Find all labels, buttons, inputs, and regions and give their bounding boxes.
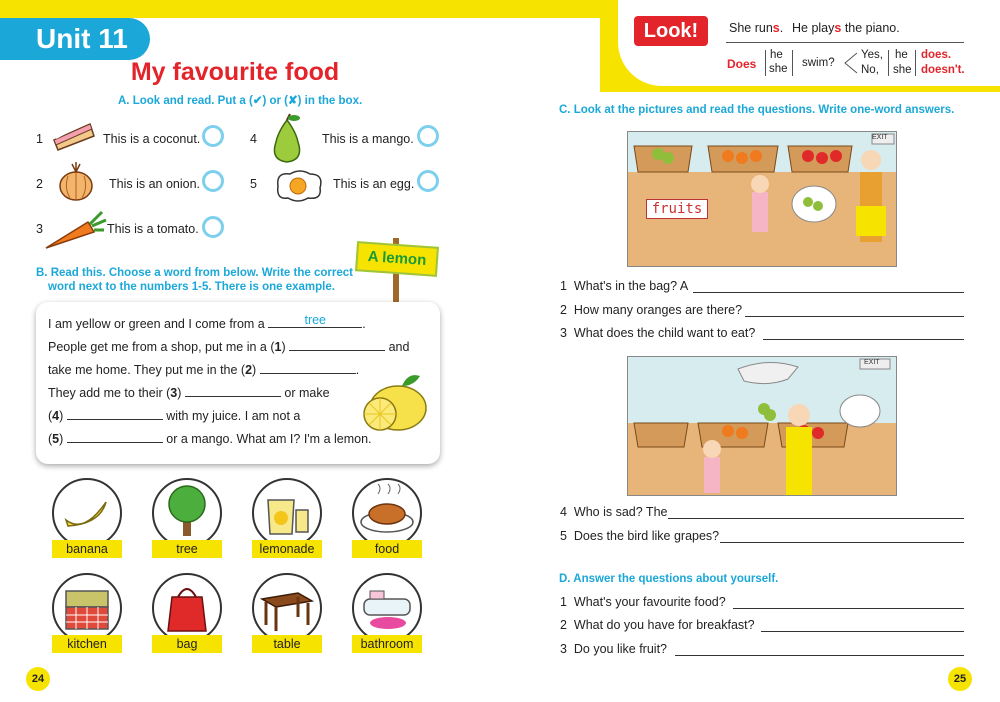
- market-scene-1: [627, 131, 897, 267]
- answer-line[interactable]: [693, 292, 964, 293]
- passage-line-5: (4) with my juice. I am not a: [48, 409, 301, 423]
- look-yes: Yes,: [861, 49, 883, 61]
- passage-line-3: take me home. They put me in the (2) .: [48, 363, 360, 377]
- look-divider: [726, 42, 964, 43]
- answer-blank-5[interactable]: [67, 431, 163, 443]
- section-b-instruction: B. Read this. Choose a word from below. Write the correct: [36, 267, 353, 279]
- item-text: This is a tomato.: [107, 222, 199, 236]
- passage-line-1: I am yellow or green and I come from a tree .: [48, 313, 366, 331]
- market-illustration-2: [628, 357, 896, 495]
- answer-line[interactable]: [668, 518, 964, 519]
- answer-line[interactable]: [733, 608, 964, 609]
- word-label: table: [252, 635, 322, 653]
- look-separator: [915, 50, 916, 76]
- fruits-sign: fruits: [646, 199, 708, 219]
- word-label: lemonade: [252, 540, 322, 558]
- lemon-sign: A lemon: [355, 241, 439, 277]
- question: 1 What's your favourite food?: [560, 595, 726, 609]
- word-label: kitchen: [52, 635, 122, 653]
- section-a-instruction: A. Look and read. Put a (✔) or (✘) in the box.: [118, 95, 363, 107]
- word-label: bag: [152, 635, 222, 653]
- word-label: tree: [152, 540, 222, 558]
- item-number: 5: [250, 177, 257, 191]
- question: 3 Do you like fruit?: [560, 642, 668, 656]
- question: 5 Does the bird like grapes?: [560, 529, 720, 543]
- onion-icon: [54, 158, 98, 202]
- answer-line[interactable]: [763, 339, 964, 340]
- carrot-icon: [42, 208, 108, 252]
- bathroom-icon: [352, 573, 422, 643]
- answer-box-3[interactable]: [202, 216, 224, 238]
- answer-box-5[interactable]: [417, 170, 439, 192]
- pear-icon: [262, 112, 312, 166]
- word-card-table: [252, 573, 322, 653]
- word-card-banana: [52, 478, 122, 558]
- item-number: 1: [36, 132, 43, 146]
- look-separator: [888, 50, 889, 76]
- item-text: This is a coconut.: [103, 132, 201, 146]
- top-stripe-left: [0, 0, 620, 18]
- example-blank: tree: [268, 316, 362, 328]
- section-b-instruction-2: word next to the numbers 1-5. There is one example.: [48, 281, 335, 293]
- item-number: 4: [250, 132, 257, 146]
- look-doesnt-answer: doesn't.: [921, 64, 965, 76]
- reading-passage: [36, 302, 440, 464]
- exit-sign: EXIT: [872, 134, 888, 141]
- passage-line-2: People get me from a shop, put me in a (1) and: [48, 340, 410, 354]
- word-card-lemonade: [252, 478, 322, 558]
- look-he: he: [770, 49, 783, 61]
- answer-line[interactable]: [761, 631, 964, 632]
- banana-icon: [52, 478, 122, 548]
- table-icon: [252, 573, 322, 643]
- answer-line[interactable]: [745, 316, 964, 317]
- section-d-instruction: D. Answer the questions about yourself.: [559, 573, 779, 585]
- food-icon: [352, 478, 422, 548]
- passage-line-4: They add me to their (3) or make: [48, 386, 330, 400]
- word-label: banana: [52, 540, 122, 558]
- question: 2 How many oranges are there?: [560, 303, 743, 317]
- passage-line-6: (5) or a mango. What am I? I'm a lemon.: [48, 432, 372, 446]
- answer-box-2[interactable]: [202, 170, 224, 192]
- answer-blank-4[interactable]: [67, 408, 163, 420]
- section-c-instruction: C. Look at the pictures and read the questions. Write one-word answers.: [559, 104, 955, 116]
- market-scene-2: [627, 356, 897, 496]
- word-card-bathroom: [352, 573, 422, 653]
- item-text: This is an onion.: [109, 177, 201, 191]
- look-example-2: He plays the piano.: [792, 21, 900, 35]
- answer-blank-3[interactable]: [185, 385, 281, 397]
- answer-line[interactable]: [720, 542, 964, 543]
- page-number-right: 25: [948, 667, 972, 691]
- branch-icon: [843, 51, 859, 75]
- look-separator: [792, 50, 793, 76]
- answer-box-1[interactable]: [202, 125, 224, 147]
- look-swim: swim?: [802, 57, 835, 69]
- question: 3 What does the child want to eat?: [560, 326, 756, 340]
- answer-box-4[interactable]: [417, 125, 439, 147]
- question: 1 What's in the bag? A: [560, 279, 689, 293]
- word-card-tree: [152, 478, 222, 558]
- look-does: Does: [727, 57, 757, 71]
- unit-label: Unit 11: [36, 23, 128, 54]
- page-number-left: 24: [26, 667, 50, 691]
- bag-icon: [152, 573, 222, 643]
- lemonade-icon: [252, 478, 322, 548]
- answer-line[interactable]: [675, 655, 964, 656]
- page-title: My favourite food: [130, 58, 340, 86]
- question: 2 What do you have for breakfast?: [560, 618, 755, 632]
- cake-icon: [50, 118, 98, 154]
- unit-tab: [0, 18, 150, 60]
- word-card-food: [352, 478, 422, 558]
- item-text: This is a mango.: [322, 132, 414, 146]
- tree-icon: [152, 478, 222, 548]
- look-badge: Look!: [634, 16, 708, 46]
- look-she-2: she: [893, 64, 912, 76]
- look-does-answer: does.: [921, 49, 952, 61]
- answer-blank-2[interactable]: [260, 362, 356, 374]
- item-text: This is an egg.: [333, 177, 415, 191]
- look-he-2: he: [895, 49, 908, 61]
- look-no: No,: [861, 64, 879, 76]
- answer-blank-1[interactable]: [289, 339, 385, 351]
- look-example-1: She runs.: [729, 21, 784, 35]
- lemon-icon: [358, 368, 430, 436]
- item-number: 2: [36, 177, 43, 191]
- egg-icon: [272, 168, 326, 204]
- word-card-bag: [152, 573, 222, 653]
- item-number: 3: [36, 222, 43, 236]
- look-she: she: [769, 63, 788, 75]
- question: 4 Who is sad? The: [560, 505, 668, 519]
- exit-sign: EXIT: [864, 359, 880, 366]
- kitchen-icon: [52, 573, 122, 643]
- word-label: food: [352, 540, 422, 558]
- look-separator: [765, 50, 766, 76]
- word-card-kitchen: [52, 573, 122, 653]
- word-label: bathroom: [352, 635, 422, 653]
